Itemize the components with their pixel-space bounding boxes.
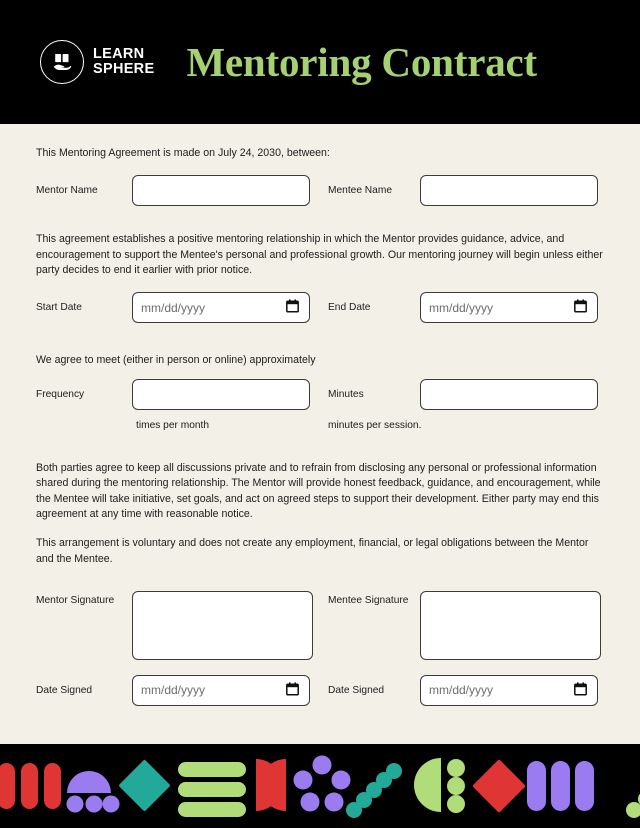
mentor-name-label: Mentor Name bbox=[36, 185, 98, 197]
end-date-field bbox=[328, 292, 598, 323]
frequency-row bbox=[36, 379, 604, 410]
minutes-input[interactable] bbox=[420, 379, 598, 410]
dates-row bbox=[36, 292, 604, 323]
start-date-field bbox=[36, 292, 328, 323]
logo-line-2: SPHERE bbox=[93, 61, 155, 77]
document-body bbox=[0, 124, 640, 744]
brand-logo bbox=[40, 40, 154, 84]
three-purple-vertical-bars bbox=[527, 761, 594, 811]
brand-wordmark bbox=[93, 47, 154, 77]
three-green-horizontal-bars bbox=[178, 762, 246, 817]
mentor-signature-box[interactable] bbox=[132, 591, 313, 660]
frequency-label: Frequency bbox=[36, 388, 85, 400]
date-signed-row bbox=[36, 675, 604, 706]
mentee-signature-label: Mentee Signature bbox=[328, 594, 409, 606]
two-red-half-circles bbox=[256, 759, 286, 811]
start-date-placeholder: mm/dd/yyyy bbox=[141, 300, 206, 315]
start-date-label: Start Date bbox=[36, 302, 82, 314]
mentor-date-signed-label: Date Signed bbox=[36, 684, 93, 696]
calendar-icon[interactable] bbox=[574, 299, 587, 316]
mentor-name-input[interactable] bbox=[132, 175, 310, 206]
mentor-signature-label: Mentor Signature bbox=[36, 594, 115, 606]
mentee-signature-box[interactable] bbox=[420, 591, 601, 660]
document-header bbox=[0, 0, 640, 124]
names-row bbox=[36, 175, 604, 206]
mentor-date-signed-input[interactable] bbox=[132, 675, 310, 706]
meeting-paragraph: We agree to meet (either in person or online) approximately bbox=[36, 354, 316, 367]
signatures-row bbox=[36, 591, 604, 660]
mentee-name-field bbox=[328, 175, 598, 206]
end-date-input[interactable] bbox=[420, 292, 598, 323]
mentee-date-signed-placeholder: mm/dd/yyyy bbox=[429, 683, 494, 698]
end-date-label: End Date bbox=[328, 302, 371, 314]
mentee-date-signed-field bbox=[328, 675, 598, 706]
relationship-paragraph: This agreement establishes a positive mentoring relationship in which the Mentor provides guidance, advice, and encouragement to support the Mentee's personal and professional growth. Our mentoring journey will begin unless either party decides to end it earlier with prior notice. bbox=[36, 233, 603, 277]
mentee-date-signed-input[interactable] bbox=[420, 675, 598, 706]
end-date-placeholder: mm/dd/yyyy bbox=[429, 300, 494, 315]
mentee-name-input[interactable] bbox=[420, 175, 598, 206]
book-in-hand-icon bbox=[40, 40, 84, 84]
privacy-paragraph: Both parties agree to keep all discussions private and to refrain from disclosing any personal or professional information shared during the mentoring relationship. The Mentor will provide honest feedback, guidance, and encouragement, while the Mentee will take initiative, set goals, and act on agreed steps to support their development. Either party may end this agreement at any time with reasonable notice. bbox=[36, 461, 601, 520]
footer-shape-pattern bbox=[0, 744, 640, 828]
start-date-input[interactable] bbox=[132, 292, 310, 323]
logo-line-1: LEARN bbox=[93, 46, 145, 63]
calendar-icon[interactable] bbox=[286, 682, 299, 699]
page-title: Mentoring Contract bbox=[186, 39, 537, 85]
frequency-notes-row bbox=[36, 414, 604, 431]
voluntary-paragraph: This arrangement is voluntary and does not create any employment, financial, or legal obligations between the Mentor and the Mentee. bbox=[36, 537, 589, 565]
intro-paragraph: This Mentoring Agreement is made on July 24, 2030, between: bbox=[36, 147, 330, 159]
mentee-date-signed-label: Date Signed bbox=[328, 684, 385, 696]
calendar-icon[interactable] bbox=[574, 682, 587, 699]
frequency-input[interactable] bbox=[132, 379, 310, 410]
mentor-signature-field bbox=[36, 591, 328, 660]
mentor-name-field bbox=[36, 175, 328, 206]
minutes-note-wrap bbox=[328, 414, 421, 431]
frequency-note-wrap bbox=[36, 414, 328, 431]
minutes-label: Minutes bbox=[328, 388, 364, 400]
mentor-date-signed-field bbox=[36, 675, 328, 706]
minutes-note: minutes per session. bbox=[328, 419, 422, 431]
frequency-field bbox=[36, 379, 328, 410]
minutes-field bbox=[328, 379, 598, 410]
mentor-date-signed-placeholder: mm/dd/yyyy bbox=[141, 683, 206, 698]
mentee-signature-field bbox=[328, 591, 601, 660]
calendar-icon[interactable] bbox=[286, 299, 299, 316]
frequency-note: times per month bbox=[136, 419, 210, 431]
three-red-vertical-bars bbox=[0, 763, 61, 809]
mentee-name-label: Mentee Name bbox=[328, 185, 392, 197]
decorative-footer bbox=[0, 744, 640, 828]
